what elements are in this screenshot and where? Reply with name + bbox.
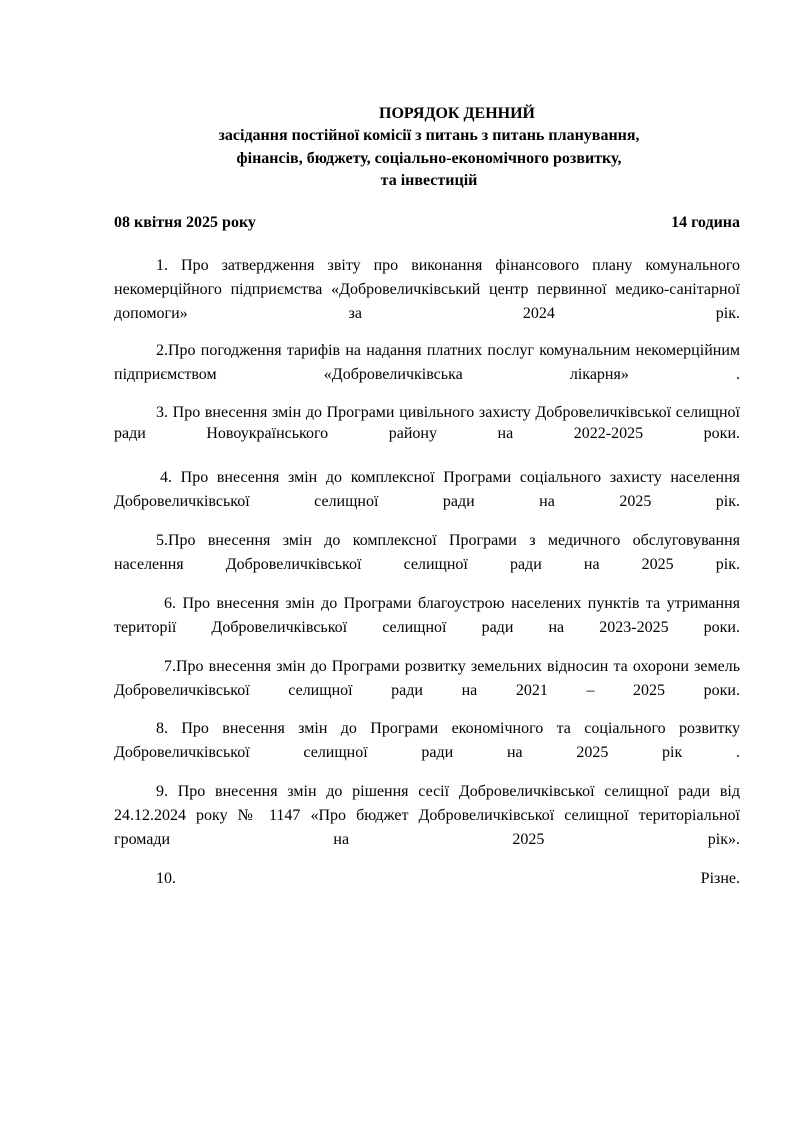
meeting-time: 14 година bbox=[671, 214, 740, 231]
meeting-date: 08 квітня 2025 року bbox=[114, 214, 256, 231]
agenda-item-9: 9. Про внесення змін до рішення сесії Добровеличківської селищної ради від 24.12.2024 року № 1147 «Про бюджет Добровеличківської селищної територіальної громади на 2025 рік». bbox=[114, 783, 740, 848]
agenda-item-5: 5.Про внесення змін до комплексної Програми з медичного обслуговування населення Добровеличківської селищної ради на 2025 рік. bbox=[114, 532, 740, 573]
agenda-item-7: 7.Про внесення змін до Програми розвитку земельних відносин та охорони земель Добровеличківської селищної ради на 2021 – 2025 роки. bbox=[114, 658, 740, 699]
agenda-item-1: 1. Про затвердження звіту про виконання фінансового плану комунального некомерційного підприємства «Добровеличківський центр первинної медико-санітарної допомоги» за 2024 рік. bbox=[114, 257, 740, 322]
agenda-item-4: 4. Про внесення змін до комплексної Програми соціального захисту населення Добровеличківської селищної ради на 2025 рік. bbox=[114, 469, 740, 510]
agenda-item-3: 3. Про внесення змін до Програми цивільного захисту Добровеличківської селищної ради Новоукраїнського району на 2022-2025 роки. bbox=[114, 404, 740, 442]
document-subtitle-line-1: засідання постійної комісії з питань з питань планування, bbox=[218, 127, 640, 144]
document-subtitle-line-3: та інвестицій bbox=[380, 172, 478, 189]
document-subtitle-line-2: фінансів, бюджету, соціально-економічного розвитку, bbox=[236, 150, 622, 167]
agenda-item-6: 6. Про внесення змін до Програми благоустрою населених пунктів та утримання території Добровеличківської селищної ради на 2023-2025 роки. bbox=[114, 595, 740, 636]
document-title: ПОРЯДОК ДЕННИЙ bbox=[379, 105, 535, 122]
agenda-item-2: 2.Про погодження тарифів на надання платних послуг комунальним некомерційним підприємством «Добровеличківська лікарня» . bbox=[114, 342, 740, 383]
meeting-meta-row bbox=[114, 212, 740, 234]
agenda-item-8: 8. Про внесення змін до Програми економічного та соціального розвитку Добровеличківської селищної ради на 2025 рік . bbox=[114, 720, 740, 761]
agenda-item-10: 10. Різне. bbox=[156, 870, 740, 887]
